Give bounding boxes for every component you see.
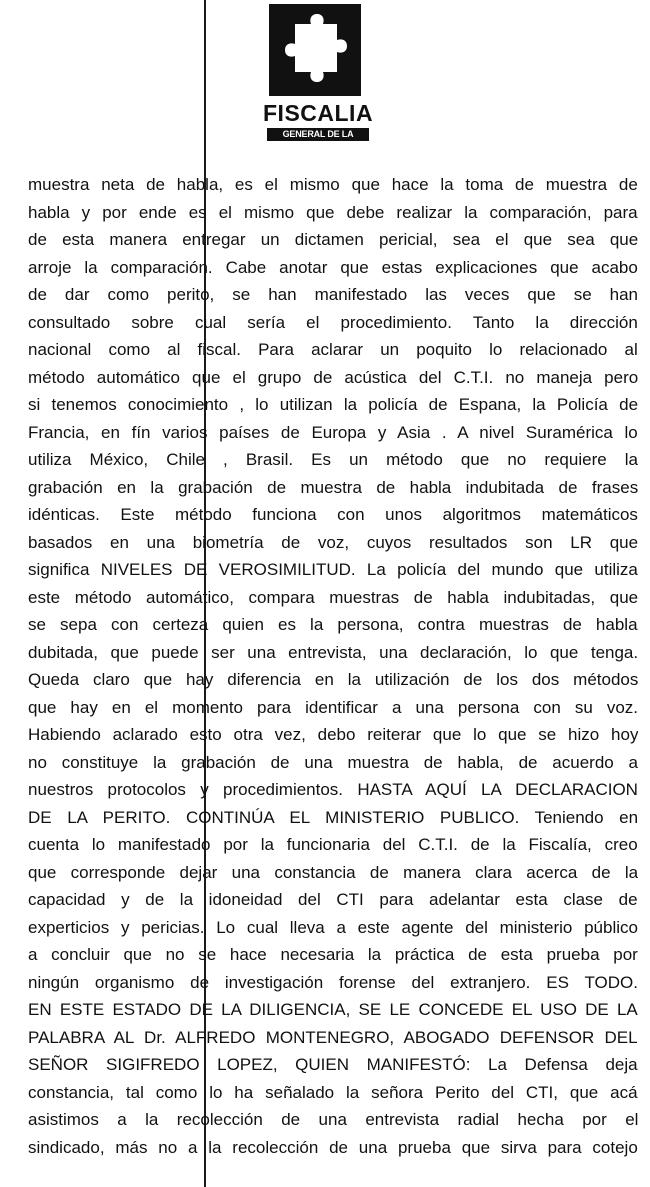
text-line: nacional como al fiscal. Para aclarar un poquito lo relacionado al xyxy=(28,340,638,359)
text-line: cuenta lo manifestado por la funcionaria del C.T.I. de la Fiscalía, creo xyxy=(28,835,638,854)
text-line: capacidad y de la idoneidad del CTI para adelantar esta clase de xyxy=(28,890,638,909)
text-line: EN ESTE ESTADO DE LA DILIGENCIA, SE LE CONCEDE EL USO DE LA xyxy=(28,1000,638,1019)
text-line: se sepa con certeza quien es la persona, contra muestras de habla xyxy=(28,615,638,634)
text-line: sindicado, más no a la recolección de una prueba que sirva para cotejo xyxy=(28,1137,638,1157)
text-line: método automático que el grupo de acústica del C.T.I. no maneja pero xyxy=(28,367,638,387)
text-line: grabación en la grabación de muestra de habla indubitada de frases xyxy=(28,477,638,497)
text-line: este método automático, compara muestras de habla indubitadas, que xyxy=(28,587,638,607)
text-line: utiliza México, Chile , Brasil. Es un método que no requiere la xyxy=(28,450,638,469)
text-line: habla y por ende es el mismo que debe realizar la comparación, para xyxy=(28,202,638,222)
text-line: si tenemos conocimiento , lo utilizan la policía de Espana, la Policía de xyxy=(28,395,638,414)
text-line: a concluir que no se hace necesaria la práctica de esta prueba por xyxy=(28,945,638,964)
text-line: que corresponde dejar una constancia de manera clara acerca de la xyxy=(28,862,638,882)
text-line: constancia, tal como lo ha señalado la señora Perito del CTI, que acá xyxy=(28,1082,638,1102)
text-line: DE LA PERITO. CONTINÚA EL MINISTERIO PUBLICO. Teniendo en xyxy=(28,807,638,827)
text-line: de esta manera entregar un dictamen pericial, sea el que sea que xyxy=(28,230,638,249)
logo-subtitle: GENERAL DE LA NACION xyxy=(267,128,369,141)
text-line: consultado sobre cual sería el procedimiento. Tanto la dirección xyxy=(28,312,638,332)
text-line: SEÑOR SIGIFREDO LOPEZ, QUIEN MANIFESTÓ: La Defensa deja xyxy=(28,1055,638,1074)
text-line: dubitada, que puede ser una entrevista, una declaración, lo que tenga. xyxy=(28,642,638,662)
body-text xyxy=(28,171,638,1161)
text-line: de dar como perito, se han manifestado las veces que se han xyxy=(28,285,638,304)
text-line: experticios y pericias. Lo cual lleva a este agente del ministerio público xyxy=(28,917,638,937)
text-line: no constituye la grabación de una muestra de habla, de acuerdo a xyxy=(28,752,638,772)
logo-wordmark: FISCALIA xyxy=(263,100,374,126)
text-line: idénticas. Este método funciona con unos algoritmos matemáticos xyxy=(28,505,638,524)
text-line: muestra neta de habla, es el mismo que hace la toma de muestra de xyxy=(28,175,638,194)
text-line: basados en una biometría de voz, cuyos resultados son LR que xyxy=(28,532,638,552)
text-line: nuestros protocolos y procedimientos. HASTA AQUÍ LA DECLARACION xyxy=(28,780,638,799)
text-line: que hay en el momento para identificar a una persona con su voz. xyxy=(28,697,638,717)
text-line: arroje la comparación. Cabe anotar que estas explicaciones que acabo xyxy=(28,257,638,277)
fiscalia-logo xyxy=(263,4,374,152)
text-line: significa NIVELES DE VEROSIMILITUD. La policía del mundo que utiliza xyxy=(28,560,638,579)
text-line: Francia, en fín varios países de Europa y Asia . A nivel Suramérica lo xyxy=(28,422,638,442)
text-line: Queda claro que hay diferencia en la utilización de los dos métodos xyxy=(28,670,638,689)
text-line: Habiendo aclarado esto otra vez, debo reiterar que lo que se hizo hoy xyxy=(28,725,638,744)
puzzle-piece-icon xyxy=(269,4,361,96)
text-line: PALABRA AL Dr. ALFREDO MONTENEGRO, ABOGADO DEFENSOR DEL xyxy=(28,1027,638,1047)
text-line: ningún organismo de investigación forense del extranjero. ES TODO. xyxy=(28,972,638,992)
text-line: asistimos a la recolección de una entrevista radial hecha por el xyxy=(28,1110,638,1129)
